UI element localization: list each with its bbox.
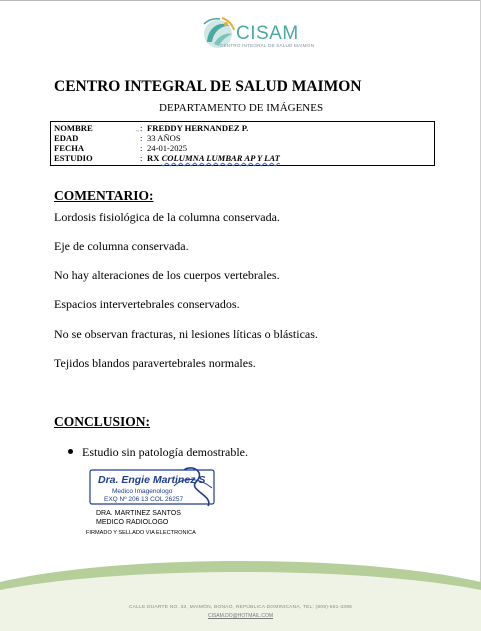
footer-address: CALLE DUARTE NO. 33, MAIMÓN, BONAO, REPÚBLICA DOMINICANA, TEL: (809)-551-3396 <box>128 605 353 610</box>
spellcheck-mark: ~ <box>136 129 140 135</box>
finding-item: No se observan fracturas, ni lesiones líticas o blásticas. <box>54 327 318 341</box>
study-value <box>147 153 280 163</box>
stamp-doctor-name: Dra. Engie Martinez S <box>98 474 206 486</box>
footer-wave <box>0 560 481 631</box>
commentary-heading: COMENTARIO: <box>54 188 154 203</box>
finding-item: Eje de columna conservada. <box>54 239 189 253</box>
stamp-specialty: Medico Imagenologo <box>112 488 173 495</box>
finding-item: No hay alteraciones de los cuerpos vertebrales. <box>54 268 280 282</box>
conclusion-heading: CONCLUSION: <box>54 414 151 429</box>
name-label: NOMBRE <box>54 123 93 133</box>
study-colon: : <box>140 153 143 163</box>
logo-wordmark: CISAM <box>236 23 299 44</box>
date-label: FECHA <box>54 143 85 153</box>
study-type: RX <box>147 153 160 163</box>
logo-tagline: CENTRO INTEGRAL DE SALUD MAIMON <box>220 43 315 48</box>
department-subtitle: DEPARTAMENTO DE IMÁGENES <box>159 102 324 114</box>
finding-item: Espacios intervertebrales conservados. <box>54 297 240 311</box>
name-value: FREDDY HERNANDEZ P. <box>147 123 249 133</box>
page-top-border <box>0 0 481 1</box>
study-detail: COLUMNA LUMBAR AP Y LAT <box>161 153 280 163</box>
age-value: 33 AÑOS <box>147 133 181 143</box>
age-label: EDAD <box>54 133 79 143</box>
footer-email[interactable] <box>0 613 481 619</box>
footer-email-link[interactable]: CISAM.DO@HOTMAIL.COM <box>207 613 274 619</box>
finding-item: Lordosis fisiológica de la columna conservada. <box>54 210 280 224</box>
doctor-name: DRA. MARTINEZ SANTOS <box>96 510 181 517</box>
conclusion-text: Estudio sin patología demostrable. <box>82 445 248 459</box>
study-label: ESTUDIO <box>54 153 93 163</box>
doctor-title: MEDICO RADIOLOGO <box>96 519 169 526</box>
date-colon: : <box>140 143 143 153</box>
date-value: 24-01-2025 <box>147 143 188 153</box>
page-title: CENTRO INTEGRAL DE SALUD MAIMON <box>54 78 362 95</box>
bullet-icon <box>68 449 73 454</box>
stamp-registry: EXQ Nº 206 13 COL 26257 <box>104 496 184 503</box>
name-colon: : <box>140 123 143 133</box>
electronic-signature-note: FIRMADO Y SELLADO VIA ELECTRONICA <box>86 530 196 536</box>
finding-item: Tejidos blandos paravertebrales normales. <box>54 356 256 370</box>
age-colon: : <box>140 133 143 143</box>
patient-info-box <box>50 121 435 166</box>
